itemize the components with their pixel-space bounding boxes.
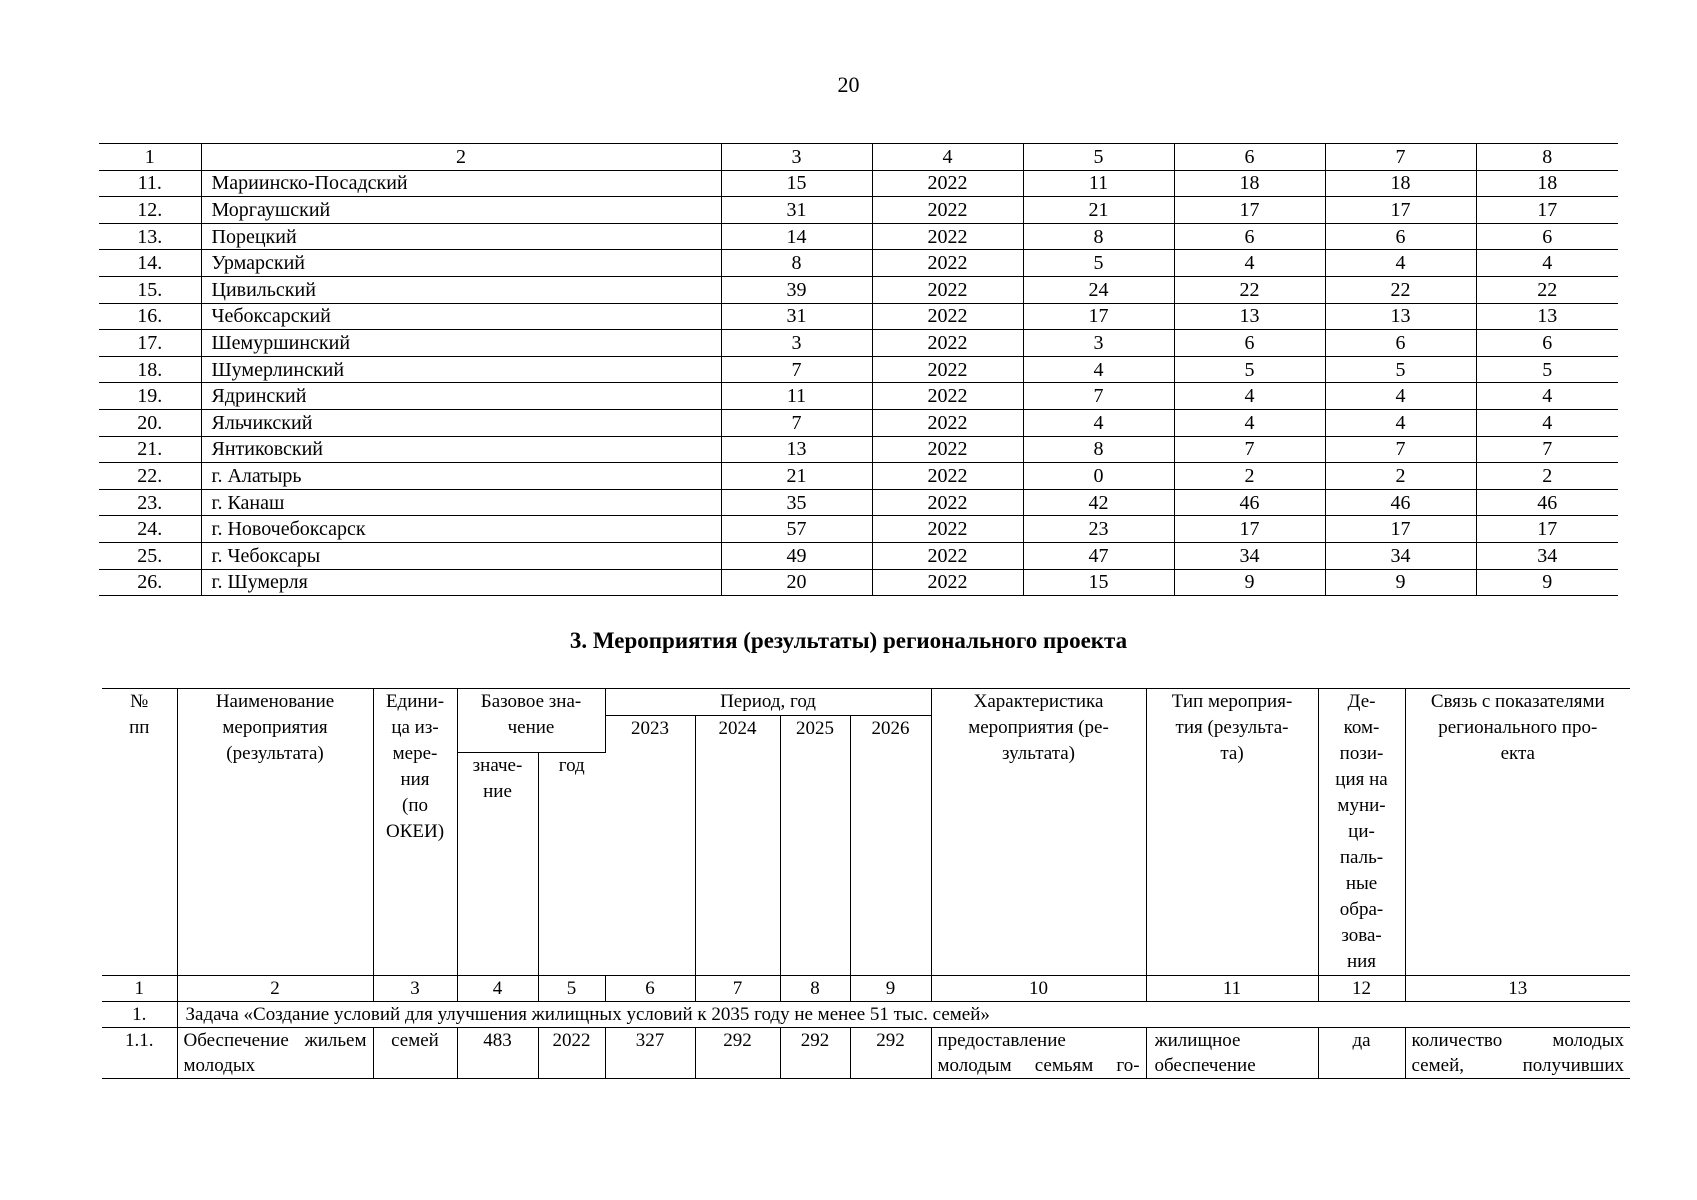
value-2023: 47 [1023, 542, 1174, 569]
municipality-name: Чебоксарский [201, 303, 721, 330]
table-row [99, 197, 1618, 224]
base-year: 2022 [872, 197, 1023, 224]
table-row [99, 356, 1618, 383]
base-value: 20 [721, 569, 872, 596]
base-value: 7 [721, 409, 872, 436]
value-2024: 4 [1174, 383, 1325, 410]
value-2026: 18 [1476, 170, 1618, 197]
base-value: 13 [721, 436, 872, 463]
column-number: 12 [1318, 976, 1405, 1002]
value-2023: 8 [1023, 223, 1174, 250]
row-2024: 292 [695, 1028, 780, 1079]
table-row [99, 489, 1618, 516]
row-link: количество молодых семей, получивших [1405, 1028, 1630, 1079]
base-value: 3 [721, 330, 872, 357]
value-2026: 46 [1476, 489, 1618, 516]
row-num: 25. [99, 542, 201, 569]
row-num: 13. [99, 223, 201, 250]
base-year: 2022 [872, 542, 1023, 569]
value-2026: 4 [1476, 383, 1618, 410]
header-base-year: год [538, 753, 605, 976]
table-row [99, 276, 1618, 303]
column-number: 5 [538, 976, 605, 1002]
base-year: 2022 [872, 356, 1023, 383]
value-2026: 9 [1476, 569, 1618, 596]
header-period: Период, год [605, 689, 931, 716]
municipality-name: Шемуршинский [201, 330, 721, 357]
header-year-2023: 2023 [605, 716, 695, 976]
value-2025: 2 [1325, 463, 1476, 490]
value-2025: 18 [1325, 170, 1476, 197]
value-2025: 6 [1325, 223, 1476, 250]
base-value: 7 [721, 356, 872, 383]
column-number: 3 [373, 976, 457, 1002]
value-2025: 22 [1325, 276, 1476, 303]
section-title: 3. Мероприятия (результаты) регионального проекта [569, 628, 1128, 653]
base-value: 31 [721, 197, 872, 224]
header-num: № пп [102, 689, 177, 976]
value-2024: 46 [1174, 489, 1325, 516]
row-num: 24. [99, 516, 201, 543]
value-2023: 5 [1023, 250, 1174, 277]
base-year: 2022 [872, 489, 1023, 516]
column-number-row [102, 976, 1630, 1002]
header-base-value: значе- ние [457, 753, 538, 976]
column-number: 2 [201, 144, 721, 171]
row-num: 12. [99, 197, 201, 224]
row-num: 26. [99, 569, 201, 596]
value-2025: 9 [1325, 569, 1476, 596]
value-2025: 4 [1325, 409, 1476, 436]
header-type: Тип мероприя- тия (результа- та) [1146, 689, 1318, 976]
value-2024: 9 [1174, 569, 1325, 596]
column-number: 7 [1325, 144, 1476, 171]
value-2025: 4 [1325, 250, 1476, 277]
base-value: 57 [721, 516, 872, 543]
column-number: 1 [99, 144, 201, 171]
value-2026: 13 [1476, 303, 1618, 330]
base-year: 2022 [872, 223, 1023, 250]
table-row [99, 250, 1618, 277]
value-2023: 24 [1023, 276, 1174, 303]
municipality-name: Урмарский [201, 250, 721, 277]
row-2025: 292 [780, 1028, 850, 1079]
value-2023: 0 [1023, 463, 1174, 490]
row-base-value: 483 [457, 1028, 538, 1079]
value-2026: 7 [1476, 436, 1618, 463]
municipality-name: Яльчикский [201, 409, 721, 436]
municipality-name: Янтиковский [201, 436, 721, 463]
header-year-2026: 2026 [850, 716, 931, 976]
table-row [99, 330, 1618, 357]
table-row [102, 1028, 1630, 1079]
column-number: 10 [931, 976, 1146, 1002]
row-num: 23. [99, 489, 201, 516]
value-2024: 22 [1174, 276, 1325, 303]
column-number: 11 [1146, 976, 1318, 1002]
municipality-name: Шумерлинский [201, 356, 721, 383]
row-2026: 292 [850, 1028, 931, 1079]
table-row [99, 409, 1618, 436]
value-2026: 17 [1476, 516, 1618, 543]
value-2023: 4 [1023, 409, 1174, 436]
value-2023: 42 [1023, 489, 1174, 516]
table-row [99, 569, 1618, 596]
header-base: Базовое зна- чение [457, 689, 605, 753]
column-number: 3 [721, 144, 872, 171]
value-2024: 17 [1174, 516, 1325, 543]
base-value: 11 [721, 383, 872, 410]
base-year: 2022 [872, 569, 1023, 596]
value-2025: 7 [1325, 436, 1476, 463]
base-value: 35 [721, 489, 872, 516]
column-number: 13 [1405, 976, 1630, 1002]
value-2023: 4 [1023, 356, 1174, 383]
header-characteristic: Характеристика мероприятия (ре- зультата) [931, 689, 1146, 976]
table-row [99, 516, 1618, 543]
base-year: 2022 [872, 409, 1023, 436]
header-unit: Едини- ца из- мере- ния (по ОКЕИ) [373, 689, 457, 976]
base-value: 14 [721, 223, 872, 250]
value-2025: 4 [1325, 383, 1476, 410]
value-2026: 4 [1476, 409, 1618, 436]
row-name: Обеспечение жильем молодых [177, 1028, 373, 1079]
table-row [99, 383, 1618, 410]
value-2023: 11 [1023, 170, 1174, 197]
municipality-name: Порецкий [201, 223, 721, 250]
value-2026: 34 [1476, 542, 1618, 569]
value-2024: 5 [1174, 356, 1325, 383]
base-year: 2022 [872, 463, 1023, 490]
table-row [99, 436, 1618, 463]
municipality-name: г. Канаш [201, 489, 721, 516]
value-2026: 17 [1476, 197, 1618, 224]
value-2026: 6 [1476, 223, 1618, 250]
value-2026: 22 [1476, 276, 1618, 303]
row-num: 20. [99, 409, 201, 436]
column-number: 8 [780, 976, 850, 1002]
column-number: 8 [1476, 144, 1618, 171]
column-number: 5 [1023, 144, 1174, 171]
value-2025: 46 [1325, 489, 1476, 516]
base-value: 15 [721, 170, 872, 197]
header-year-2024: 2024 [695, 716, 780, 976]
column-number: 7 [695, 976, 780, 1002]
value-2024: 4 [1174, 409, 1325, 436]
row-num: 11. [99, 170, 201, 197]
row-num: 15. [99, 276, 201, 303]
table-row [99, 542, 1618, 569]
row-type: жилищное обеспечение [1146, 1028, 1318, 1079]
row-num: 22. [99, 463, 201, 490]
value-2023: 21 [1023, 197, 1174, 224]
value-2023: 15 [1023, 569, 1174, 596]
municipality-name: Ядринский [201, 383, 721, 410]
base-year: 2022 [872, 436, 1023, 463]
value-2023: 23 [1023, 516, 1174, 543]
column-number: 9 [850, 976, 931, 1002]
value-2023: 7 [1023, 383, 1174, 410]
row-num: 1.1. [102, 1028, 177, 1079]
value-2025: 17 [1325, 197, 1476, 224]
value-2024: 13 [1174, 303, 1325, 330]
value-2023: 17 [1023, 303, 1174, 330]
header-name: Наименование мероприятия (результата) [177, 689, 373, 976]
base-year: 2022 [872, 276, 1023, 303]
row-decomposition: да [1318, 1028, 1405, 1079]
base-year: 2022 [872, 330, 1023, 357]
municipality-name: Мариинско-Посадский [201, 170, 721, 197]
base-year: 2022 [872, 516, 1023, 543]
value-2025: 6 [1325, 330, 1476, 357]
row-unit: семей [373, 1028, 457, 1079]
municipality-name: Моргаушский [201, 197, 721, 224]
base-year: 2022 [872, 250, 1023, 277]
municipality-name: г. Новочебоксарск [201, 516, 721, 543]
base-year: 2022 [872, 170, 1023, 197]
value-2024: 18 [1174, 170, 1325, 197]
value-2023: 8 [1023, 436, 1174, 463]
row-num: 18. [99, 356, 201, 383]
municipality-name: г. Чебоксары [201, 542, 721, 569]
value-2026: 4 [1476, 250, 1618, 277]
column-number: 1 [102, 976, 177, 1002]
value-2024: 17 [1174, 197, 1325, 224]
base-year: 2022 [872, 303, 1023, 330]
value-2024: 6 [1174, 330, 1325, 357]
municipality-name: г. Шумерля [201, 569, 721, 596]
row-base-year: 2022 [538, 1028, 605, 1079]
task-text: Задача «Создание условий для улучшения жилищных условий к 2035 году не менее 51 тыс. семей» [177, 1002, 1630, 1028]
header-decomposition: Де- ком- пози- ция на муни- ци- паль- ные обра- зова- ния [1318, 689, 1405, 976]
task-row [102, 1002, 1630, 1028]
task-num: 1. [102, 1002, 177, 1028]
column-number: 4 [872, 144, 1023, 171]
column-number: 4 [457, 976, 538, 1002]
column-number: 6 [605, 976, 695, 1002]
value-2026: 2 [1476, 463, 1618, 490]
page-number: 20 [837, 72, 860, 97]
municipality-indicator-table [99, 143, 1618, 596]
header-link: Связь с показателями регионального про- екта [1405, 689, 1630, 976]
value-2025: 13 [1325, 303, 1476, 330]
header-year-2025: 2025 [780, 716, 850, 976]
municipality-name: г. Алатырь [201, 463, 721, 490]
row-num: 14. [99, 250, 201, 277]
row-num: 17. [99, 330, 201, 357]
value-2025: 5 [1325, 356, 1476, 383]
value-2024: 6 [1174, 223, 1325, 250]
base-value: 39 [721, 276, 872, 303]
row-num: 19. [99, 383, 201, 410]
value-2024: 34 [1174, 542, 1325, 569]
table-row [99, 223, 1618, 250]
value-2024: 7 [1174, 436, 1325, 463]
row-num: 16. [99, 303, 201, 330]
base-year: 2022 [872, 383, 1023, 410]
value-2024: 4 [1174, 250, 1325, 277]
value-2025: 34 [1325, 542, 1476, 569]
value-2024: 2 [1174, 463, 1325, 490]
activities-table [102, 688, 1630, 1079]
base-value: 21 [721, 463, 872, 490]
value-2026: 5 [1476, 356, 1618, 383]
column-number: 6 [1174, 144, 1325, 171]
table-row [99, 463, 1618, 490]
base-value: 49 [721, 542, 872, 569]
value-2023: 3 [1023, 330, 1174, 357]
table-row [99, 303, 1618, 330]
column-number-row [99, 144, 1618, 171]
value-2025: 17 [1325, 516, 1476, 543]
base-value: 31 [721, 303, 872, 330]
row-characteristic: предоставление молодым семьям го- [931, 1028, 1146, 1079]
value-2026: 6 [1476, 330, 1618, 357]
table-row [99, 170, 1618, 197]
row-2023: 327 [605, 1028, 695, 1079]
row-num: 21. [99, 436, 201, 463]
municipality-name: Цивильский [201, 276, 721, 303]
column-number: 2 [177, 976, 373, 1002]
base-value: 8 [721, 250, 872, 277]
